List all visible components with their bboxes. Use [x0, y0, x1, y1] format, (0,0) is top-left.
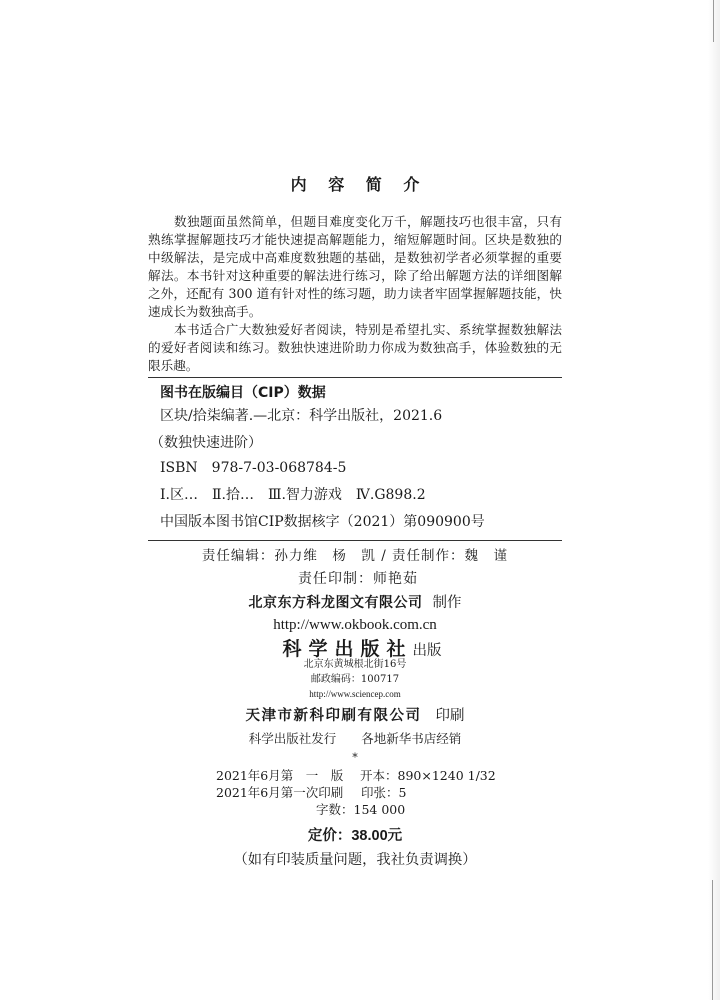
quality-notice: （如有印装质量问题，我社负责调换）	[233, 852, 477, 868]
printer-role: 印刷	[435, 708, 465, 724]
intro-title: 内 容 简 介	[290, 175, 428, 194]
producer-role: 制作	[432, 595, 462, 611]
format-text: 开本：890×1240 1/32	[360, 768, 496, 783]
cip-author-line: 区块/拾柒编著.—北京：科学出版社，2021.6	[160, 408, 443, 424]
paragraph-line: 熟练掌握解题技巧才能快速提高解题能力，缩短解题时间。区块是数独的	[148, 232, 562, 247]
publisher-role: 出版	[412, 643, 442, 659]
editors-line: 责任编辑：孙力维 杨 凯 / 责任制作：魏 谨	[201, 548, 509, 564]
separator-mark: *	[352, 751, 358, 764]
printing-text: 2021年6月第一次印刷	[216, 785, 344, 800]
cip-classification-line: Ⅰ.区… Ⅱ.拾… Ⅲ.智力游戏 Ⅳ.G898.2	[160, 487, 426, 503]
publisher-address: 北京东黄城根北街16号	[303, 659, 407, 670]
paragraph-line: 中级解法，是完成中高难度数独题的基础，是数独初学者必须掌握的重要	[148, 250, 562, 265]
printing-supervisor-line: 责任印制：师艳茹	[298, 571, 418, 587]
cip-isbn-line: ISBN 978-7-03-068784-5	[160, 460, 347, 476]
cip-series-line: （数独快速进阶）	[150, 435, 262, 451]
printer-line	[148, 706, 562, 726]
publisher-url: http://www.sciencep.com	[309, 689, 401, 699]
page-edge-shadow	[708, 0, 720, 1000]
word-count-text: 字数：154 000	[316, 802, 406, 817]
producer-url: http://www.okbook.com.cn	[273, 617, 437, 633]
producer-name: 北京东方科龙图文有限公司	[248, 595, 423, 611]
page-edge-line-bottom	[712, 880, 713, 1000]
section-divider	[148, 377, 562, 378]
paragraph-line: 解法。本书针对这种重要的解法进行练习，除了给出解题方法的详细图解	[148, 268, 562, 283]
publisher-postcode: 邮政编码：100717	[310, 674, 400, 685]
paragraph-line: 数独题面虽然简单，但题目难度变化万千，解题技巧也很丰富，只有	[174, 214, 562, 229]
printer-name: 天津市新科印刷有限公司	[245, 708, 422, 724]
sheets-text: 印张：5	[361, 785, 407, 800]
publisher-name: 科学出版社	[282, 638, 413, 660]
cip-heading: 图书在版编目（CIP）数据	[160, 385, 326, 401]
paragraph-line: 限乐趣。	[148, 358, 199, 373]
page-edge-line-top	[713, 0, 714, 42]
section-divider	[148, 540, 562, 541]
paragraph-line: 之外，还配有 300 道有针对性的练习题，助力读者牢固掌握解题技能，快	[148, 286, 562, 301]
cip-record-number-line: 中国版本图书馆CIP数据核字（2021）第090900号	[160, 514, 485, 530]
paragraph-line: 本书适合广大数独爱好者阅读，特别是希望扎实、系统掌握数独解法	[174, 322, 562, 337]
price-label: 定价：38.00元	[307, 828, 403, 844]
distribution-line: 科学出版社发行 各地新华书店经销	[248, 731, 462, 746]
paragraph-line: 的爱好者阅读和练习。数独快速进阶助力你成为数独高手，体验数独的无	[148, 340, 562, 355]
producer-line	[148, 593, 562, 613]
edition-text: 2021年6月第 一 版	[216, 768, 344, 783]
paragraph-line: 速成长为数独高手。	[148, 304, 262, 319]
